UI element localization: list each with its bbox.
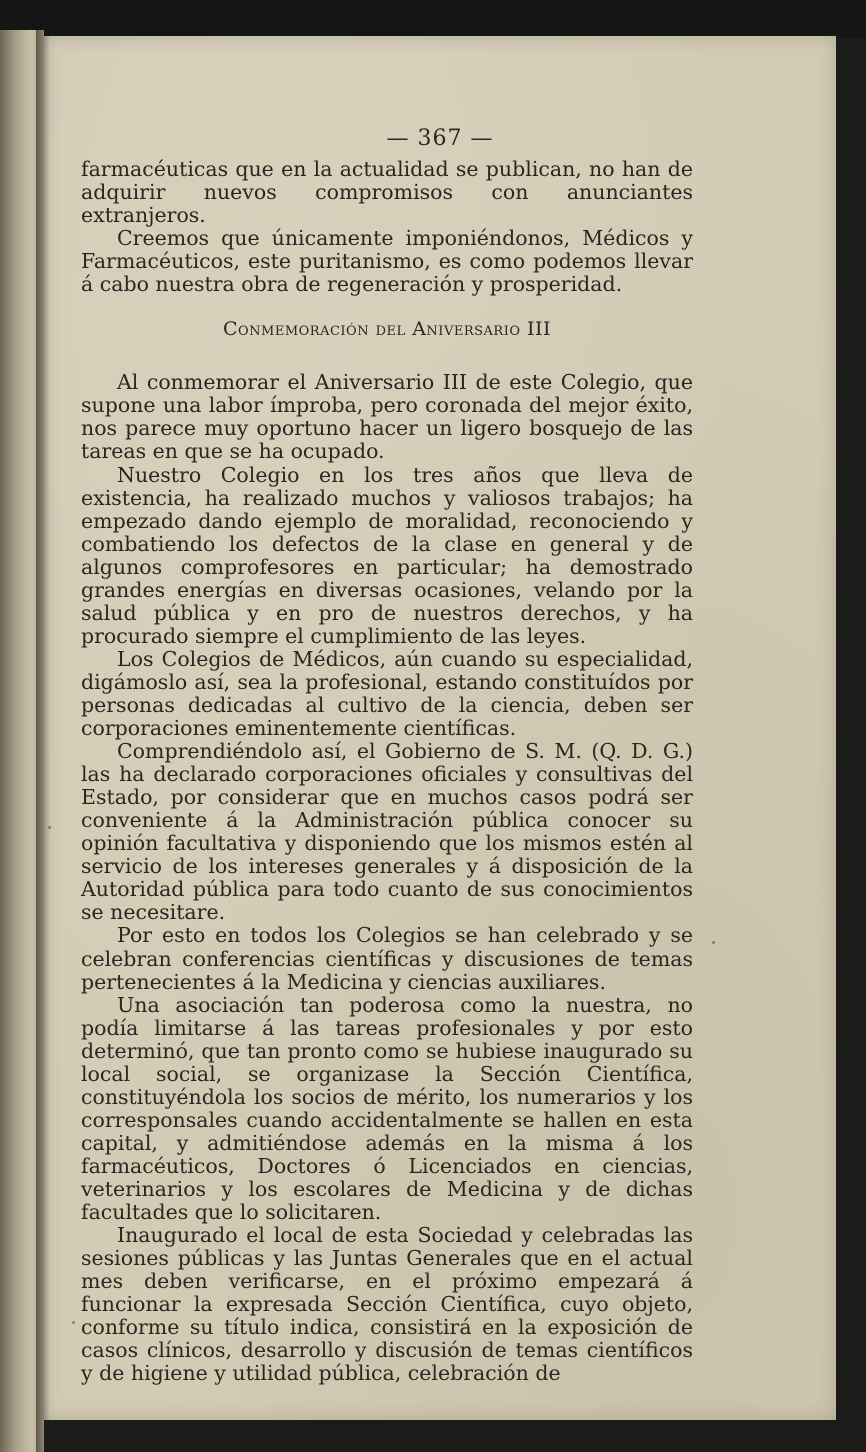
scanner-background bbox=[0, 0, 866, 38]
paragraph: Comprendiéndolo así, el Gobierno de S. M. (Q. D. G.) las ha declarado corporaciones oficiales y consultivas del Estado, por considerar que en muchos casos podrá ser conveniente á la Administración pública conocer su opinión facultativa y disponiendo que los mismos estén al servicio de los intereses generales y á disposición de la Autoridad pública para todo cuanto de sus conocimientos se necesitare. bbox=[81, 739, 693, 925]
paragraph: Los Colegios de Médicos, aún cuando su especialidad, digámoslo así, sea la profesional, estando constituídos por personas dedicadas al cultivo de la ciencia, deben ser corporaciones eminentemente científicas. bbox=[81, 646, 693, 741]
paragraph: Nuestro Colegio en los tres años que lleva de existencia, ha realizado muchos y valiosos trabajos; ha empezado dando ejemplo de moralidad, reconociendo y combatiendo los defectos de la clase en general y de algunos comprofesores en particular; ha demostrado grandes energías en diversas ocasiones, velando por la salud pública y en pro de nuestros derechos, y ha procurado siempre el cumplimiento de las leyes. bbox=[81, 462, 693, 648]
page-text bbox=[81, 158, 693, 1385]
spine-shadow bbox=[36, 30, 50, 1452]
paragraph-continuation: farmacéuticas que en la actualidad se publican, no han de adquirir nuevos compromisos con anunciantes extranjeros. bbox=[81, 157, 693, 228]
paragraph: Creemos que únicamente imponiéndonos, Médicos y Farmacéuticos, este puritanismo, es como podemos llevar á cabo nuestra obra de regeneración y prosperidad. bbox=[81, 226, 693, 297]
paper-speck bbox=[72, 1321, 75, 1324]
paper-speck bbox=[712, 941, 715, 944]
page-number: — 367 — bbox=[386, 126, 494, 151]
paragraph: Inaugurado el local de esta Sociedad y celebradas las sesiones públicas y las Juntas Generales que en el actual mes deben verificarse, en el próximo empezará á funcionar la expresada Sección Científica, cuyo objeto, conforme su título indica, consistirá en la exposición de casos clínicos, desarrollo y discusión de temas científicos y de higiene y utilidad pública, celebración de bbox=[81, 1223, 693, 1386]
paragraph: Al conmemorar el Aniversario III de este Colegio, que supone una labor ímproba, pero coronada del mejor éxito, nos parece muy oportuno hacer un ligero bosquejo de las tareas en que se ha ocupado. bbox=[81, 370, 693, 464]
section-heading: Conmemoración del Aniversario III bbox=[222, 318, 552, 341]
book-page bbox=[44, 36, 836, 1420]
paragraph: Una asociación tan poderosa como la nuestra, no podía limitarse á las tareas profesionales y por esto determinó, que tan pronto como se hubiese inaugurado su local social, se organizase la Sección Científica, constituyéndola los socios de mérito, los numerarios y los corresponsales cuando accidentalmente se hallen en esta capital, y admitiéndose además en la misma á los farmacéuticos, Doctores ó Licenciados en ciencias, veterinarios y los escolares de Medicina y de dichas facultades que lo solicitaren. bbox=[81, 992, 693, 1225]
paragraph: Por esto en todos los Colegios se han celebrado y se celebran conferencias científicas y discusiones de temas pertenecientes á la Medicina y ciencias auxiliares. bbox=[81, 923, 693, 994]
